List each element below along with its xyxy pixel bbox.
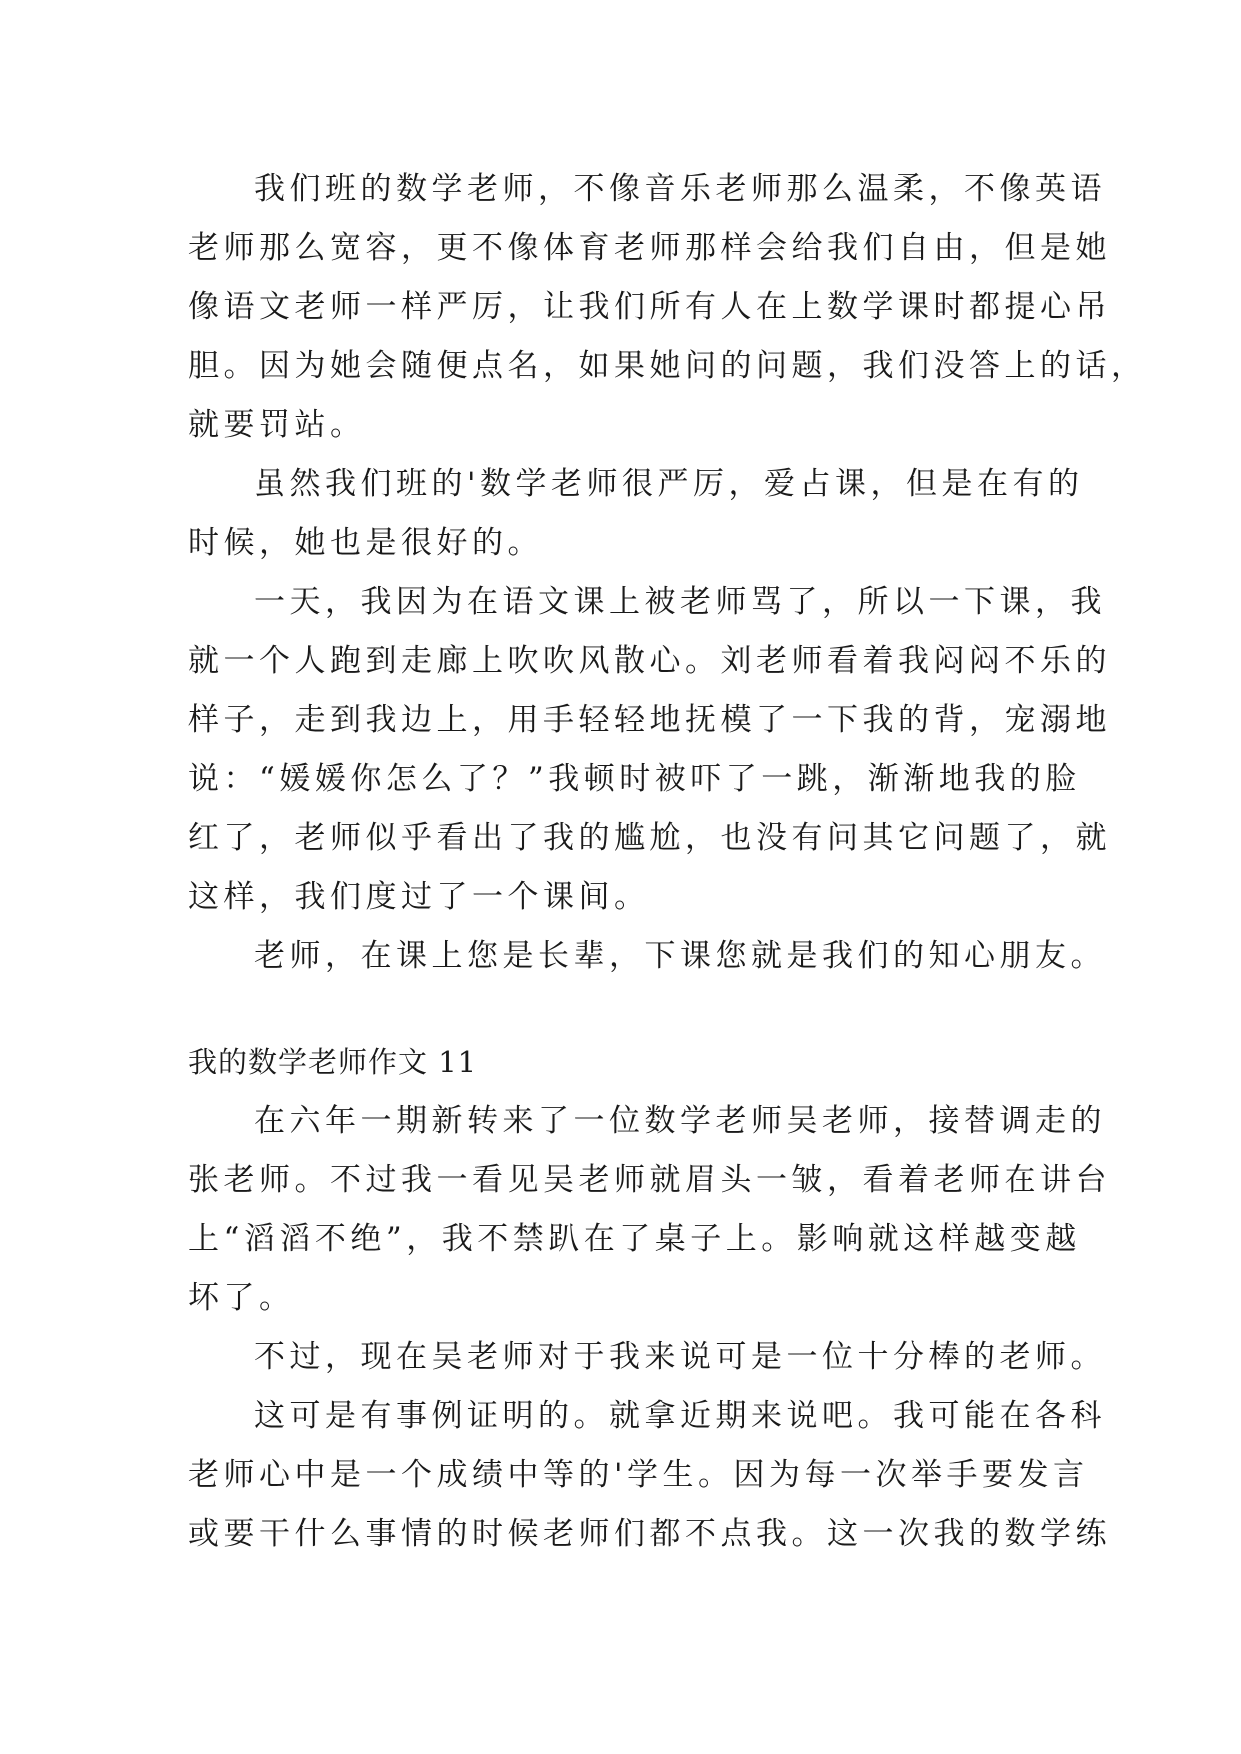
text-line: 就要罚站。 bbox=[188, 407, 366, 443]
text-line: 坏了。 bbox=[188, 1280, 295, 1316]
paragraph bbox=[188, 455, 1084, 573]
text-line: 时候，她也是很好的。 bbox=[188, 525, 543, 561]
text-line: 老师心中是一个成绩中等的'学生。因为每一次举手要发言 bbox=[188, 1457, 1089, 1493]
text-line: 或要干什么事情的时候老师们都不点我。这一次我的数学练 bbox=[188, 1516, 1111, 1552]
section-title: 我的数学老师作文 11 bbox=[188, 1045, 478, 1079]
paragraph bbox=[188, 573, 1111, 927]
text-line: 样子，走到我边上，用手轻轻地抚模了一下我的背，宠溺地 bbox=[188, 702, 1111, 738]
paragraph bbox=[188, 927, 1106, 986]
text-line: 张老师。不过我一看见吴老师就眉头一皱，看着老师在讲台 bbox=[188, 1162, 1111, 1198]
text-line: 就一个人跑到走廊上吹吹风散心。刘老师看着我闷闷不乐的 bbox=[188, 643, 1111, 679]
text-line: 老师，在课上您是长辈，下课您就是我们的知心朋友。 bbox=[254, 938, 1106, 974]
text-line: 这可是有事例证明的。就拿近期来说吧。我可能在各科 bbox=[254, 1398, 1106, 1434]
paragraph bbox=[188, 1328, 1106, 1387]
paragraph bbox=[188, 160, 1147, 455]
paragraph bbox=[188, 1387, 1111, 1564]
text-line: 老师那么宽容，更不像体育老师那样会给我们自由，但是她 bbox=[188, 230, 1111, 266]
section-spacer bbox=[188, 986, 1068, 1033]
text-line: 在六年一期新转来了一位数学老师吴老师，接替调走的 bbox=[254, 1103, 1106, 1139]
text-line: 说：“媛媛你怎么了？”我顿时被吓了一跳，渐渐地我的脸 bbox=[188, 761, 1081, 797]
paragraph bbox=[188, 1092, 1111, 1328]
text-line: 上“滔滔不绝”，我不禁趴在了桌子上。影响就这样越变越 bbox=[188, 1221, 1081, 1257]
text-line: 我们班的数学老师，不像音乐老师那么温柔，不像英语 bbox=[254, 171, 1106, 207]
text-line: 像语文老师一样严厉，让我们所有人在上数学课时都提心吊 bbox=[188, 289, 1111, 325]
text-line: 这样，我们度过了一个课间。 bbox=[188, 879, 650, 915]
text-line: 一天，我因为在语文课上被老师骂了，所以一下课，我 bbox=[254, 584, 1106, 620]
text-line: 红了，老师似乎看出了我的尴尬，也没有问其它问题了，就 bbox=[188, 820, 1111, 856]
document-body bbox=[188, 160, 1147, 1564]
text-line: 虽然我们班的'数学老师很严厉，爱占课，但是在有的 bbox=[254, 466, 1084, 502]
text-line: 胆。因为她会随便点名，如果她问的问题，我们没答上的话， bbox=[188, 348, 1147, 384]
text-line: 不过，现在吴老师对于我来说可是一位十分棒的老师。 bbox=[254, 1339, 1106, 1375]
